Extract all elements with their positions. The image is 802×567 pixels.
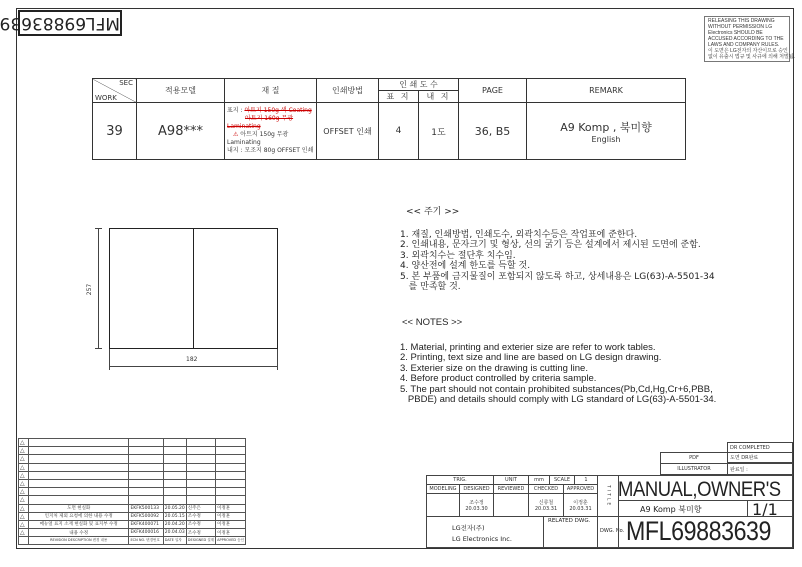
designer-date: 20.03.30 [465,505,488,512]
revision-row: △ 인지처 제외 요청에 의한 내용 수정 EKFK500092 20.05.15 조수정 이정훈 [19,512,246,520]
note-item: 3. Exterier size on the drawing is cutting line. [400,362,588,374]
revision-table [18,438,246,545]
reviewer-cell [493,493,529,517]
remark-title: A9 Komp , 북미향 [560,120,652,134]
drawing-number: MFL69883639 [626,516,772,546]
material-line: 내지 : 모조지 80g OFFSET 인쇄 [227,147,314,154]
checker-cell [528,493,564,517]
notes-english [400,318,716,406]
pdf-label: PDF [660,452,728,464]
note-item: 2. 인쇄내용, 문자크기 및 형상, 선의 굵기 등은 설계에서 제시된 도면에 준함. [400,240,701,250]
checked-label: CHECKED [528,484,564,494]
scale-value: 1 [574,475,598,485]
title-vertical-label: TITLE [597,475,619,517]
revision-triangle-icon: △ [19,488,29,496]
revision-row: △ 매뉴얼 표지 소재 현실화 및 표지부 수정 EKFK400071 20.04.20 조수정 이정훈 [19,520,246,528]
note-item: 5. 본 부품에 금지물질이 포함되지 않도록 하고, 상세내용은 LG(63)-A-5501-34 [400,271,715,282]
applied-model-header: 적용모델 [137,79,225,103]
release-line: WITHOUT PERMISSION LG [708,24,773,30]
part-number-flipped: MFL69883639 [18,10,122,36]
release-line: ACCUSED ACCORDING TO THE [708,36,784,42]
work-no: 39 [93,103,137,160]
page-header: PAGE [459,79,527,103]
unit-label: UNIT [493,475,529,485]
modeling-value [426,493,460,517]
notes-english-heading: << NOTES >> [402,317,463,328]
approver-cell [563,493,598,517]
dwg-no-label: DWG. No. [600,528,625,534]
warning-icon: ⚠ [233,131,241,138]
designed-label: DESIGNED [459,484,494,494]
release-notice [704,16,796,62]
model-title: A9 Komp 북미향 [640,505,702,514]
note-item: 4. 양산전에 설계 한도를 득할 것. [400,261,531,271]
revision-triangle-icon: △ [19,479,29,487]
sec-work-header [93,79,137,103]
drawing-title: MANUAL,OWNER'S [618,478,781,501]
trig-label: TRIG. [426,475,494,485]
related-dwg-label: RELATED DWG. [548,518,591,524]
note-item: 4. Before product controlled by criteria sample. [400,373,597,384]
modeling-label: MODELING [426,484,460,494]
revision-row: △ 도면 현실화 EKFK500133 20.05.20 신주은 이정훈 [19,504,246,512]
sec-label: SEC [119,79,133,87]
scale-label: SCALE [549,475,575,485]
note-item: 1. Material, printing and exterier size are refer to work tables. [400,341,656,353]
note-item: 3. 외곽치수는 절단후 치수임. [400,250,516,261]
approver-name: 이정훈 [573,499,588,506]
revision-triangle-icon: △ [19,496,29,504]
revision-triangle-icon: △ [19,447,29,455]
approver-date: 20.03.31 [569,505,592,512]
revision-triangle-icon: △ [19,455,29,463]
notes-korean [400,207,715,293]
booklet-fold-line [193,228,194,349]
revision-triangle-icon: △ [19,504,29,512]
company-cell [426,516,544,548]
note-item: 2. Printing, text size and line are based on LG design drawing. [400,352,662,363]
revision-footer: REVISION DESCRIPTION 변경 내용 ECN NO. 변경번호 DATE 일자 DESIGNED 설계 APPROVED 승인 [19,537,246,545]
spec-table [92,78,686,160]
notes-korean-heading: << 주기 >> [406,207,460,217]
print-method-header: 인쇄방법 [317,79,379,103]
designer-name: 조수정 [469,499,484,506]
front-header: 표 지 [379,91,419,103]
work-label: WORK [95,94,117,102]
front-colors: 4 [379,103,419,160]
reviewed-label: REVIEWED [493,484,529,494]
checker-name: 신류철 [538,499,554,506]
revision-triangle-icon: △ [19,529,29,537]
material-header: 재 질 [225,79,317,103]
inner-colors: 1도 [419,103,459,160]
print-count-header: 인 쇄 도 수 [379,79,459,91]
release-line: 이 도면은 LG전자의 자산이므로 승인 [708,48,788,54]
release-line: Electronics SHOULD BE [708,30,763,36]
approved-label: APPROVED [563,484,598,494]
illustrator-label: ILLUSTRATOR [660,463,728,475]
unit-value: mm [528,475,550,485]
material-line: 표지 : 아트지 150g 색 Coating [227,107,312,114]
dr-completed-label: DR COMPLETED [727,442,793,453]
note-item: PBDE) and details should comply with LG standard of LG(63)-A-5501-34. [400,394,717,405]
revision-row: △ 내용 수정 EKFK400016 20.04.03 조수정 이정훈 [19,529,246,537]
remark-sub: English [591,134,621,144]
extension-line [277,349,278,369]
page-spec: 36, B5 [459,103,527,160]
note-item: 를 만족할 것. [400,282,461,292]
model: A98*** [137,103,225,160]
inner-header: 내 지 [419,91,459,103]
width-dimension-line [109,366,278,367]
company-name-ko: LG전자(주) [452,524,485,532]
revision-triangle-icon: △ [19,512,29,520]
company-name-en: LG Electronics Inc. [452,535,512,543]
print-method: OFFSET 인쇄 [317,103,379,160]
release-line: 없이 유출시 법규 및 사규에 의해 처벌됨. [708,54,796,60]
material-line: ⚠ 아트지 150g 무광 Laminating [227,131,289,146]
height-dimension-line [98,228,99,349]
material-cell [225,103,317,160]
note-item: 1. 재질, 인쇄방법, 인쇄도수, 외곽치수등은 작업표에 준한다. [400,229,638,240]
designer-cell [459,493,494,517]
page-fraction: 1/1 [752,500,778,519]
remark-header: REMARK [527,79,686,103]
release-line: RELEASING THIS DRAWING [708,18,775,24]
revision-triangle-icon: △ [19,520,29,528]
revision-triangle-icon: △ [19,463,29,471]
checker-date: 20.03.31 [534,505,558,512]
dr-completed-ko: 도면 DR완료 [727,452,793,463]
width-dimension-label: 182 [186,356,198,363]
completion-date-label: 완료일 : [727,463,793,475]
revision-triangle-icon: △ [19,471,29,479]
extension-line [109,349,110,369]
revision-triangle-icon: △ [19,439,29,447]
note-item: 5. The part should not contain prohibited substances(Pb,Cd,Hg,Cr+6,PBB, [400,383,713,395]
release-line: LAWS AND COMPANY RULES. [708,42,780,48]
material-line: 아트지 160g 무광 Laminating [227,115,294,130]
remark-cell [527,103,686,160]
height-dimension-label: 257 [86,283,94,296]
